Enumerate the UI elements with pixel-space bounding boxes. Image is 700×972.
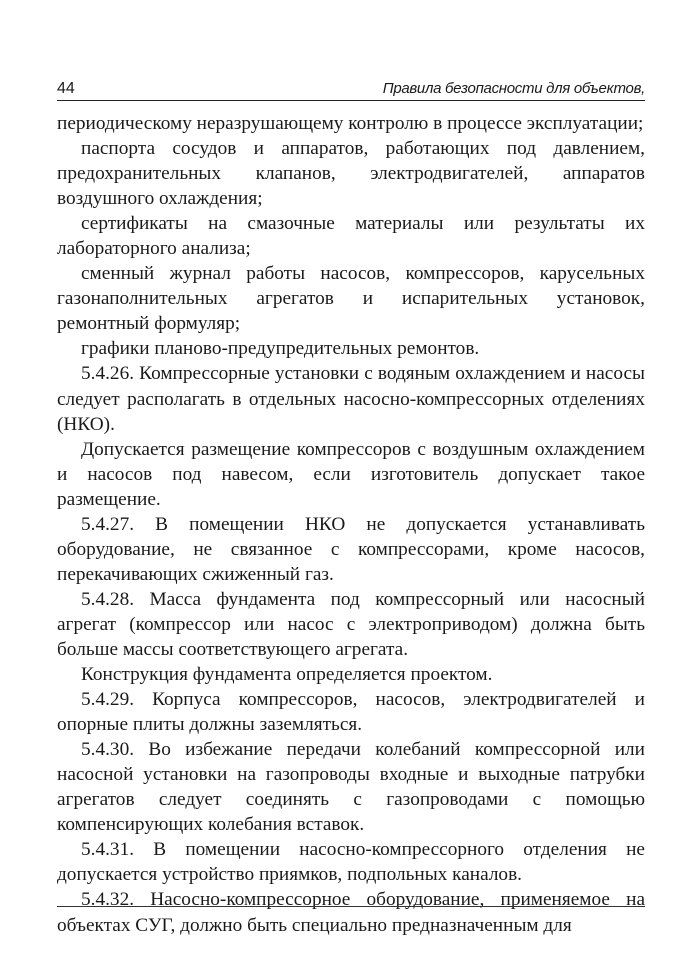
- section-5-4-31: 5.4.31. В помещении насосно-компрессорного отделения не допускается устройство приямков, подпольных каналов.: [57, 839, 645, 886]
- running-title: Правила безопасности для объектов,: [382, 80, 645, 97]
- section-5-4-29: 5.4.29. Корпуса компрессоров, насосов, электродвигателей и опорные плиты должны заземляться.: [57, 689, 645, 736]
- paragraph: Конструкция фундамента определяется проектом.: [81, 664, 493, 686]
- paragraph: сертификаты на смазочные материалы или результаты их лабораторного анализа;: [57, 213, 645, 260]
- section-5-4-28: 5.4.28. Масса фундамента под компрессорный или насосный агрегат (компрессор или насос с электроприводом) должна быть больше массы соответствующего агрегата.: [57, 588, 645, 660]
- paragraph: паспорта сосудов и аппаратов, работающих под давлением, предохранительных клапанов, электродвигателей, аппаратов воздушного охлаждения;: [57, 138, 645, 210]
- section-5-4-32: 5.4.32. Насосно-компрессорное оборудование, применяемое на объектах СУГ, должно быть специально предназначенным для: [57, 889, 645, 936]
- section-5-4-26: 5.4.26. Компрессорные установки с водяным охлаждением и насосы следует располагать в отдельных насосно-компрессорных отделениях (НКО).: [57, 363, 645, 435]
- paragraph: графики планово-предупредительных ремонтов.: [81, 338, 480, 360]
- paragraph: периодическому неразрушающему контролю в процессе эксплуатации;: [57, 113, 644, 134]
- page-header: [57, 78, 645, 101]
- section-5-4-30: 5.4.30. Во избежание передачи колебаний компрессорной или насосной установки на газопроводы входные и выходные патрубки агрегатов следует соединять с газопроводами с помощью компенсирующих колебания вставок.: [57, 739, 645, 836]
- document-page: [57, 78, 645, 938]
- paragraph: Допускается размещение компрессоров с воздушным охлаждением и насосов под навесом, если изготовитель допускает такое размещение.: [57, 438, 645, 510]
- paragraph: сменный журнал работы насосов, компрессоров, карусельных газонаполнительных агрегатов и испарительных установок, ремонтный формуляр;: [57, 263, 645, 335]
- section-5-4-27: 5.4.27. В помещении НКО не допускается устанавливать оборудование, не связанное с компрессорами, кроме насосов, перекачивающих сжиженный газ.: [57, 513, 645, 585]
- page-number: 44: [57, 80, 75, 97]
- body-text: [57, 111, 645, 938]
- footer-rule: [57, 906, 645, 907]
